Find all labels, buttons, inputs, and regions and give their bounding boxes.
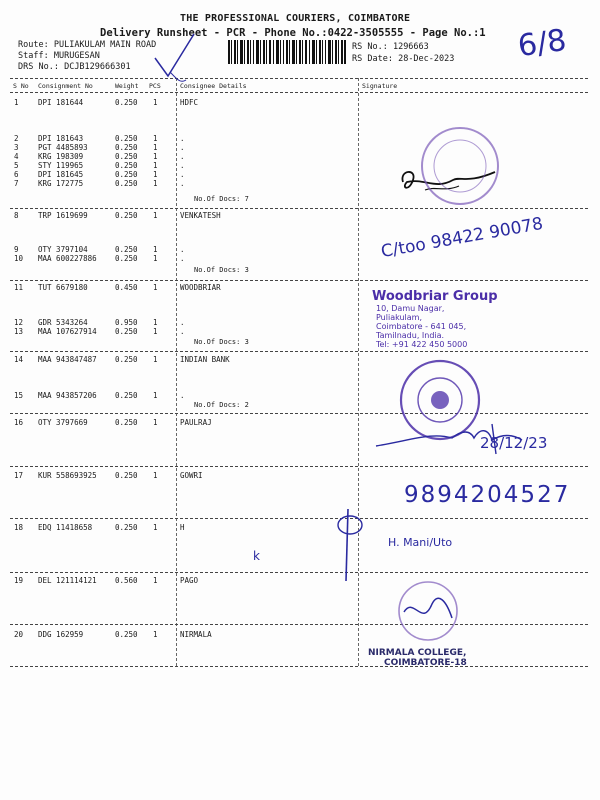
row-consignee: . (180, 318, 185, 327)
check-mark-scribble (150, 28, 200, 88)
woodbriar-line: Tamilnadu, India. (376, 331, 445, 340)
group-rule (10, 624, 588, 625)
row-weight: 0.250 (115, 327, 138, 336)
row-consignee: VENKATESH (180, 211, 221, 220)
pago-round-stamp (392, 578, 464, 644)
row-pcs: 1 (153, 245, 158, 254)
row-consignee: INDIAN BANK (180, 355, 230, 364)
row-consignee: NIRMALA (180, 630, 212, 639)
row-weight: 0.250 (115, 391, 138, 400)
row-pcs: 1 (153, 170, 158, 179)
row-sno: 19 (14, 576, 24, 585)
row-pcs: 1 (153, 391, 158, 400)
group-rule (10, 572, 588, 573)
row-consignment-no: GDR 5343264 (38, 318, 88, 327)
large-scribble-mark (330, 505, 370, 585)
row-weight: 0.450 (115, 283, 138, 292)
row-pcs: 1 (153, 179, 158, 188)
row-sno: 3 (14, 143, 19, 152)
row-weight: 0.250 (115, 134, 138, 143)
group-rule (10, 280, 588, 281)
row-consignment-no: PGT 4485893 (38, 143, 88, 152)
row-pcs: 1 (153, 211, 158, 220)
row-weight: 0.950 (115, 318, 138, 327)
row-consignment-no: MAA 943847487 (38, 355, 97, 364)
route-value: PULIAKULAM MAIN ROAD (53, 40, 157, 50)
row-consignee: . (180, 134, 185, 143)
row-pcs: 1 (153, 161, 158, 170)
row-pcs: 1 (153, 471, 158, 480)
drs-value: DCJB129666301 (64, 62, 131, 72)
row-consignee: WOODBRIAR (180, 283, 221, 292)
handwritten-note: H. Mani/Uto (388, 536, 453, 549)
row-sno: 13 (14, 327, 24, 336)
rs-no-label: RS No.: (352, 42, 388, 52)
row-sno: 16 (14, 418, 24, 427)
col-signature-header: Signature (362, 82, 398, 90)
nirmala-line: COIMBATORE-18 (384, 658, 467, 668)
docs-count: No.Of Docs: 3 (194, 266, 249, 274)
row-weight: 0.250 (115, 152, 138, 161)
row-sno: 5 (14, 161, 19, 170)
handwritten-mark: k (253, 549, 260, 563)
nirmala-stamp (368, 648, 467, 668)
handwritten-date: 28/12/23 (480, 434, 548, 452)
row-consignment-no: KRG 198309 (38, 152, 84, 161)
row-consignee: PAGO (180, 576, 199, 585)
col-sno-header: S No (13, 82, 29, 90)
row-consignee: . (180, 254, 185, 263)
drs-label: DRS No.: (18, 62, 59, 72)
row-consignment-no: DPI 181645 (38, 170, 84, 179)
rs-date-line (352, 54, 454, 64)
row-sno: 1 (14, 98, 19, 107)
row-sno: 17 (14, 471, 24, 480)
row-weight: 0.250 (115, 170, 138, 179)
row-consignee: PAULRAJ (180, 418, 212, 427)
circular-stamp (418, 124, 502, 208)
woodbriar-line: 10, Damu Nagar, (376, 304, 445, 313)
row-consignment-no: TRP 1619699 (38, 211, 88, 220)
row-sno: 2 (14, 134, 19, 143)
woodbriar-line: Puliakulam, (376, 313, 423, 322)
rs-no-line (352, 42, 429, 52)
docs-count: No.Of Docs: 3 (194, 338, 249, 346)
row-consignment-no: EDQ 11418658 (38, 523, 93, 532)
row-pcs: 1 (153, 523, 158, 532)
row-pcs: 1 (153, 143, 158, 152)
row-weight: 0.250 (115, 254, 138, 263)
row-weight: 0.250 (115, 523, 138, 532)
docs-count: No.Of Docs: 7 (194, 195, 249, 203)
row-consignment-no: MAA 600227886 (38, 254, 97, 263)
row-weight: 0.250 (115, 179, 138, 188)
woodbriar-line: Coimbatore - 641 045, (376, 322, 467, 331)
row-consignment-no: DDG 162959 (38, 630, 84, 639)
row-weight: 0.250 (115, 355, 138, 364)
row-weight: 0.250 (115, 418, 138, 427)
row-consignee: . (180, 170, 185, 179)
col-weight-header: Weight (115, 82, 139, 90)
woodbriar-stamp (372, 289, 498, 349)
staff-value: MURUGESAN (53, 51, 100, 61)
group-rule (10, 208, 588, 209)
row-consignment-no: TUT 6679180 (38, 283, 88, 292)
row-consignment-no: STY 119965 (38, 161, 84, 170)
row-consignment-no: DEL 121114121 (38, 576, 97, 585)
row-weight: 0.250 (115, 245, 138, 254)
row-consignment-no: KUR 558693925 (38, 471, 97, 480)
row-consignee: . (180, 245, 185, 254)
row-pcs: 1 (153, 576, 158, 585)
rs-date-label: RS Date: (352, 54, 393, 64)
row-consignee: . (180, 179, 185, 188)
row-sno: 7 (14, 179, 19, 188)
row-consignment-no: OTY 3797669 (38, 418, 88, 427)
col-consignee-header: Consignee Details (180, 82, 247, 90)
row-pcs: 1 (153, 630, 158, 639)
row-sno: 14 (14, 355, 24, 364)
row-sno: 20 (14, 630, 24, 639)
row-consignee: . (180, 391, 185, 400)
row-sno: 11 (14, 283, 24, 292)
rs-no-value: 1296663 (392, 42, 429, 52)
route-line (18, 40, 156, 50)
row-pcs: 1 (153, 98, 158, 107)
row-consignee: . (180, 161, 185, 170)
group-rule (10, 518, 588, 519)
row-consignment-no: KRG 172775 (38, 179, 84, 188)
handwritten-phone-2: 9894204527 (404, 482, 571, 508)
row-sno: 8 (14, 211, 19, 220)
header-bottom-rule (10, 92, 588, 93)
row-weight: 0.560 (115, 576, 138, 585)
row-weight: 0.250 (115, 143, 138, 152)
rs-date-value: 28-Dec-2023 (398, 54, 455, 64)
row-consignee: GOWRI (180, 471, 203, 480)
row-sno: 6 (14, 170, 19, 179)
row-weight: 0.250 (115, 161, 138, 170)
header-top-rule (10, 78, 588, 79)
row-sno: 4 (14, 152, 19, 161)
row-sno: 18 (14, 523, 24, 532)
docs-count: No.Of Docs: 2 (194, 401, 249, 409)
row-pcs: 1 (153, 152, 158, 161)
row-weight: 0.250 (115, 98, 138, 107)
row-weight: 0.250 (115, 630, 138, 639)
company-title: THE PROFESSIONAL COURIERS, COIMBATORE (180, 13, 411, 24)
row-sno: 9 (14, 245, 19, 254)
row-consignment-no: MAA 943857206 (38, 391, 97, 400)
row-pcs: 1 (153, 418, 158, 427)
row-weight: 0.250 (115, 471, 138, 480)
staff-line (18, 51, 100, 61)
row-consignee: H (180, 523, 185, 532)
row-pcs: 1 (153, 283, 158, 292)
row-consignee: . (180, 143, 185, 152)
group-rule (10, 666, 588, 667)
row-pcs: 1 (153, 318, 158, 327)
runsheet-subtitle: Delivery Runsheet - PCR - Phone No.:0422-3505555 - Page No.:1 (100, 27, 486, 39)
row-pcs: 1 (153, 327, 158, 336)
staff-label: Staff: (18, 51, 49, 61)
row-consignee: . (180, 327, 185, 336)
row-consignment-no: MAA 107627914 (38, 327, 97, 336)
row-consignment-no: DPI 181644 (38, 98, 84, 107)
drs-line (18, 62, 131, 72)
woodbriar-name: Woodbriar Group (372, 289, 498, 304)
consignee-divider (176, 78, 177, 666)
col-pcs-header: PCS (149, 82, 161, 90)
woodbriar-line: Tel: +91 422 450 5000 (376, 340, 468, 349)
barcode-image (228, 40, 346, 64)
row-sno: 10 (14, 254, 24, 263)
row-sno: 15 (14, 391, 24, 400)
row-pcs: 1 (153, 254, 158, 263)
handwritten-phone-1: C/too 98422 90078 (379, 213, 545, 263)
route-label: Route: (18, 40, 49, 50)
group-rule (10, 413, 588, 414)
row-sno: 12 (14, 318, 24, 327)
row-pcs: 1 (153, 355, 158, 364)
row-consignment-no: OTY 3797104 (38, 245, 88, 254)
row-pcs: 1 (153, 134, 158, 143)
row-weight: 0.250 (115, 211, 138, 220)
group-rule (10, 351, 588, 352)
row-consignee: . (180, 152, 185, 161)
group-rule (10, 466, 588, 467)
col-consignment-header: Consignment No (38, 82, 93, 90)
row-consignee: HDFC (180, 98, 199, 107)
row-consignment-no: DPI 181643 (38, 134, 84, 143)
nirmala-line: NIRMALA COLLEGE, (368, 648, 467, 658)
handwritten-page-fraction: 6/8 (515, 22, 569, 65)
